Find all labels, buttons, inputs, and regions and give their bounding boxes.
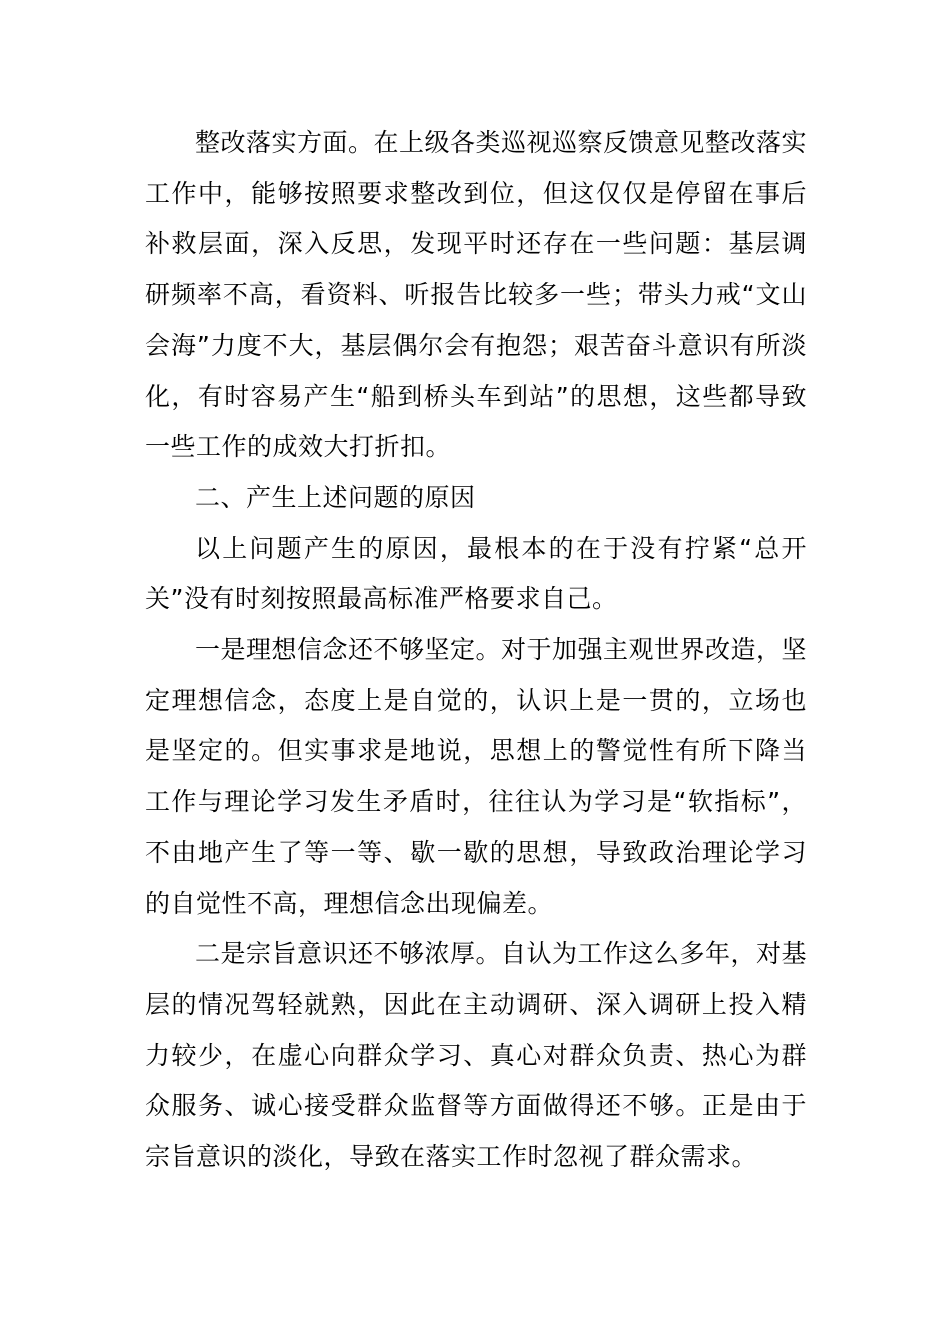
- paragraph-ideals-beliefs: 一是理想信念还不够坚定。对于加强主观世界改造，坚定理想信念，态度上是自觉的，认识上是一贯的，立场也是坚定的。但实事求是地说，思想上的警觉性有所下降当工作与理论学习发生矛盾时，往往认为学习是“软指标”，不由地产生了等一等、歇一歇的思想，导致政治理论学习的自觉性不高，理想信念出现偏差。: [145, 635, 808, 918]
- document-body: [145, 118, 807, 1183]
- paragraph-rectification: 整改落实方面。在上级各类巡视巡察反馈意见整改落实工作中，能够按照要求整改到位，但这仅仅是停留在事后补救层面，深入反思，发现平时还存在一些问题：基层调研频率不高，看资料、听报告比较多一些；带头力戒“文山会海”力度不大，基层偶尔会有抱怨；艰苦奋斗意识有所淡化，有时容易产生“船到桥头车到站”的思想，这些都导致一些工作的成效大打折扣。: [145, 128, 808, 462]
- paragraph-purpose-awareness: 二是宗旨意识还不够浓厚。自认为工作这么多年，对基层的情况驾轻就熟，因此在主动调研、深入调研上投入精力较少，在虚心向群众学习、真心对群众负责、热心为群众服务、诚心接受群众监督等方面做得还不够。正是由于宗旨意识的淡化，导致在落实工作时忽视了群众需求。: [145, 939, 808, 1172]
- paragraph-root-cause: 以上问题产生的原因，最根本的在于没有拧紧“总开关”没有时刻按照最高标准严格要求自己。: [145, 533, 807, 614]
- section-heading-causes: 二、产生上述问题的原因: [195, 482, 476, 512]
